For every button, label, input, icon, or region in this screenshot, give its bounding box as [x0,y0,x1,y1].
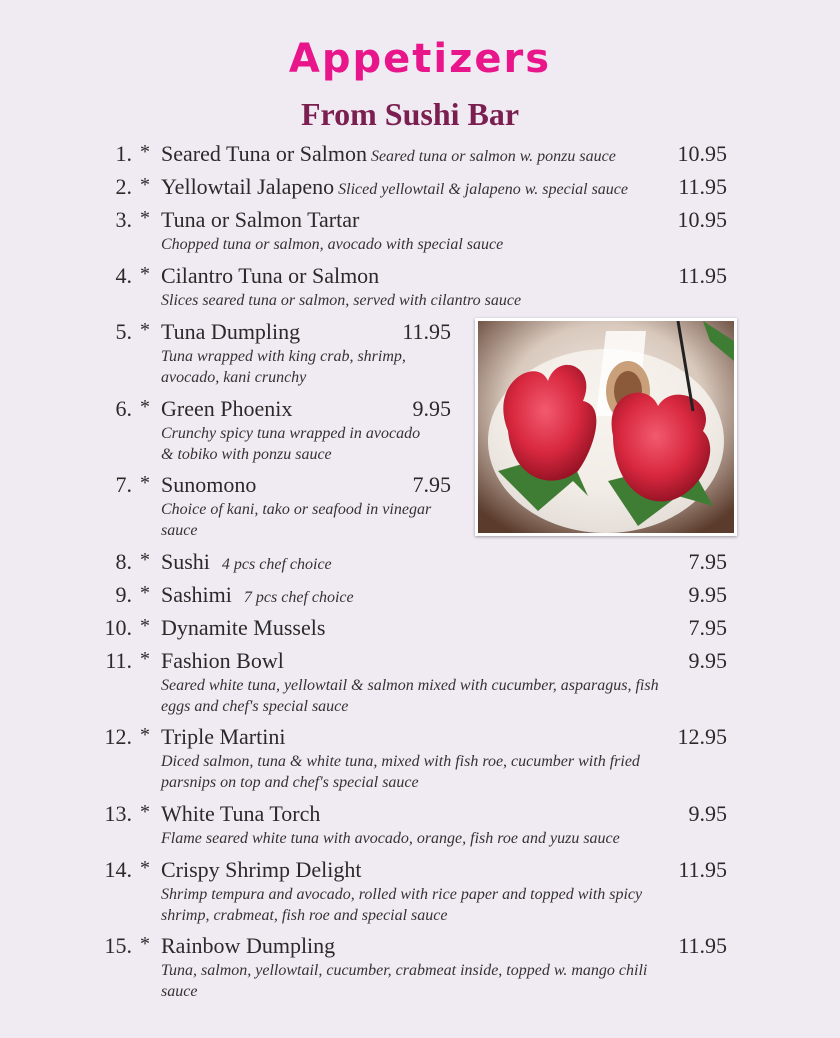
item-star: * [140,263,150,285]
item-description: 4 pcs chef choice [221,556,332,573]
item-star: * [140,933,150,955]
item-name [161,141,616,167]
item-name: Fashion Bowl [161,648,284,673]
item-number: 3. [115,207,132,232]
item-number: 4. [115,263,132,288]
item-price: 7.95 [688,549,727,574]
description-line: avocado, kani crunchy [161,369,307,386]
item-price: 9.95 [412,396,451,421]
item-number: 7. [115,472,132,497]
item-star: * [140,724,150,746]
item-price: 11.95 [678,174,727,199]
item-name: White Tuna Torch [161,801,321,826]
item-star: * [140,857,150,879]
item-star: * [140,615,150,637]
description-line: & tobiko with ponzu sauce [161,446,332,463]
item-description: Slices seared tuna or salmon, served with cilantro sauce [161,292,522,309]
description-line: shrimp, crabmeat, fish roe and special sauce [161,907,448,924]
item-price: 7.95 [688,615,727,640]
item-description: Flame seared white tuna with avocado, orange, fish roe and yuzu sauce [161,830,620,847]
item-number: 10. [104,615,132,640]
item-name [161,582,354,608]
item-description [161,346,406,388]
food-photo-illustration [478,321,734,533]
item-star: * [140,549,150,571]
item-price: 10.95 [677,141,727,166]
item-name: Triple Martini [161,724,286,749]
item-name: Crispy Shrimp Delight [161,857,362,882]
item-name: Dynamite Mussels [161,615,326,640]
item-name: Sunomono [161,472,257,497]
item-price: 11.95 [678,263,727,288]
item-name [161,549,332,575]
description-line: Tuna, salmon, yellowtail, cucumber, crabmeat inside, topped w. mango chili [161,962,648,979]
description-line: Crunchy spicy tuna wrapped in avocado [161,425,421,442]
item-number: 13. [104,801,132,826]
tuna-dumpling-photo [475,318,737,536]
item-description: Sliced yellowtail & jalapeno w. special sauce [338,181,629,198]
item-name: Tuna or Salmon Tartar [161,207,360,232]
item-star: * [140,319,150,341]
item-number: 2. [115,174,132,199]
item-description [161,675,659,717]
item-name: Green Phoenix [161,396,293,421]
description-line: sauce [161,983,198,1000]
item-name-text: Seared Tuna or Salmon [161,141,367,166]
item-description: 7 pcs chef choice [243,589,354,606]
item-price: 9.95 [688,648,727,673]
item-number: 5. [115,319,132,344]
item-number: 14. [104,857,132,882]
item-name-text: Yellowtail Jalapeno [161,174,335,199]
item-price: 12.95 [677,724,727,749]
item-description: Chopped tuna or salmon, avocado with special sauce [161,236,504,253]
description-line: eggs and chef's special sauce [161,698,349,715]
item-description [161,499,431,541]
item-description: Seared tuna or salmon w. ponzu sauce [370,148,616,165]
description-line: Tuna wrapped with king crab, shrimp, [161,348,406,365]
item-description [161,751,640,793]
item-description [161,423,420,465]
item-star: * [140,396,150,418]
item-price: 9.95 [688,582,727,607]
description-line: parsnips on top and chef's special sauce [161,774,419,791]
item-price: 11.95 [678,933,727,958]
item-name: Rainbow Dumpling [161,933,336,958]
item-price: 9.95 [688,801,727,826]
item-star: * [140,472,150,494]
item-name [161,174,628,200]
item-number: 9. [115,582,132,607]
item-price: 10.95 [677,207,727,232]
item-number: 11. [105,648,132,673]
item-number: 15. [104,933,132,958]
item-price: 7.95 [412,472,451,497]
item-description [161,884,642,926]
description-line: Choice of kani, tako or seafood in vinegar [161,501,432,518]
item-star: * [140,174,150,196]
item-star: * [140,141,150,163]
item-price: 11.95 [402,319,451,344]
description-line: sauce [161,522,198,539]
description-line: Shrimp tempura and avocado, rolled with rice paper and topped with spicy [161,886,643,903]
item-name-text: Sashimi [161,582,232,607]
page-subtitle: From Sushi Bar [300,96,520,132]
page-title: Appetizers [288,36,552,82]
item-number: 12. [104,724,132,749]
description-line: Diced salmon, tuna & white tuna, mixed with fish roe, cucumber with fried [161,753,640,770]
item-name: Cilantro Tuna or Salmon [161,263,380,288]
item-name: Tuna Dumpling [161,319,301,344]
item-star: * [140,207,150,229]
item-number: 6. [115,396,132,421]
item-star: * [140,582,150,604]
item-name-text: Sushi [161,549,210,574]
item-star: * [140,648,150,670]
item-price: 11.95 [678,857,727,882]
item-number: 8. [115,549,132,574]
item-star: * [140,801,150,823]
item-number: 1. [115,141,132,166]
description-line: Seared white tuna, yellowtail & salmon mixed with cucumber, asparagus, fish [161,677,659,694]
item-description [161,960,647,1002]
